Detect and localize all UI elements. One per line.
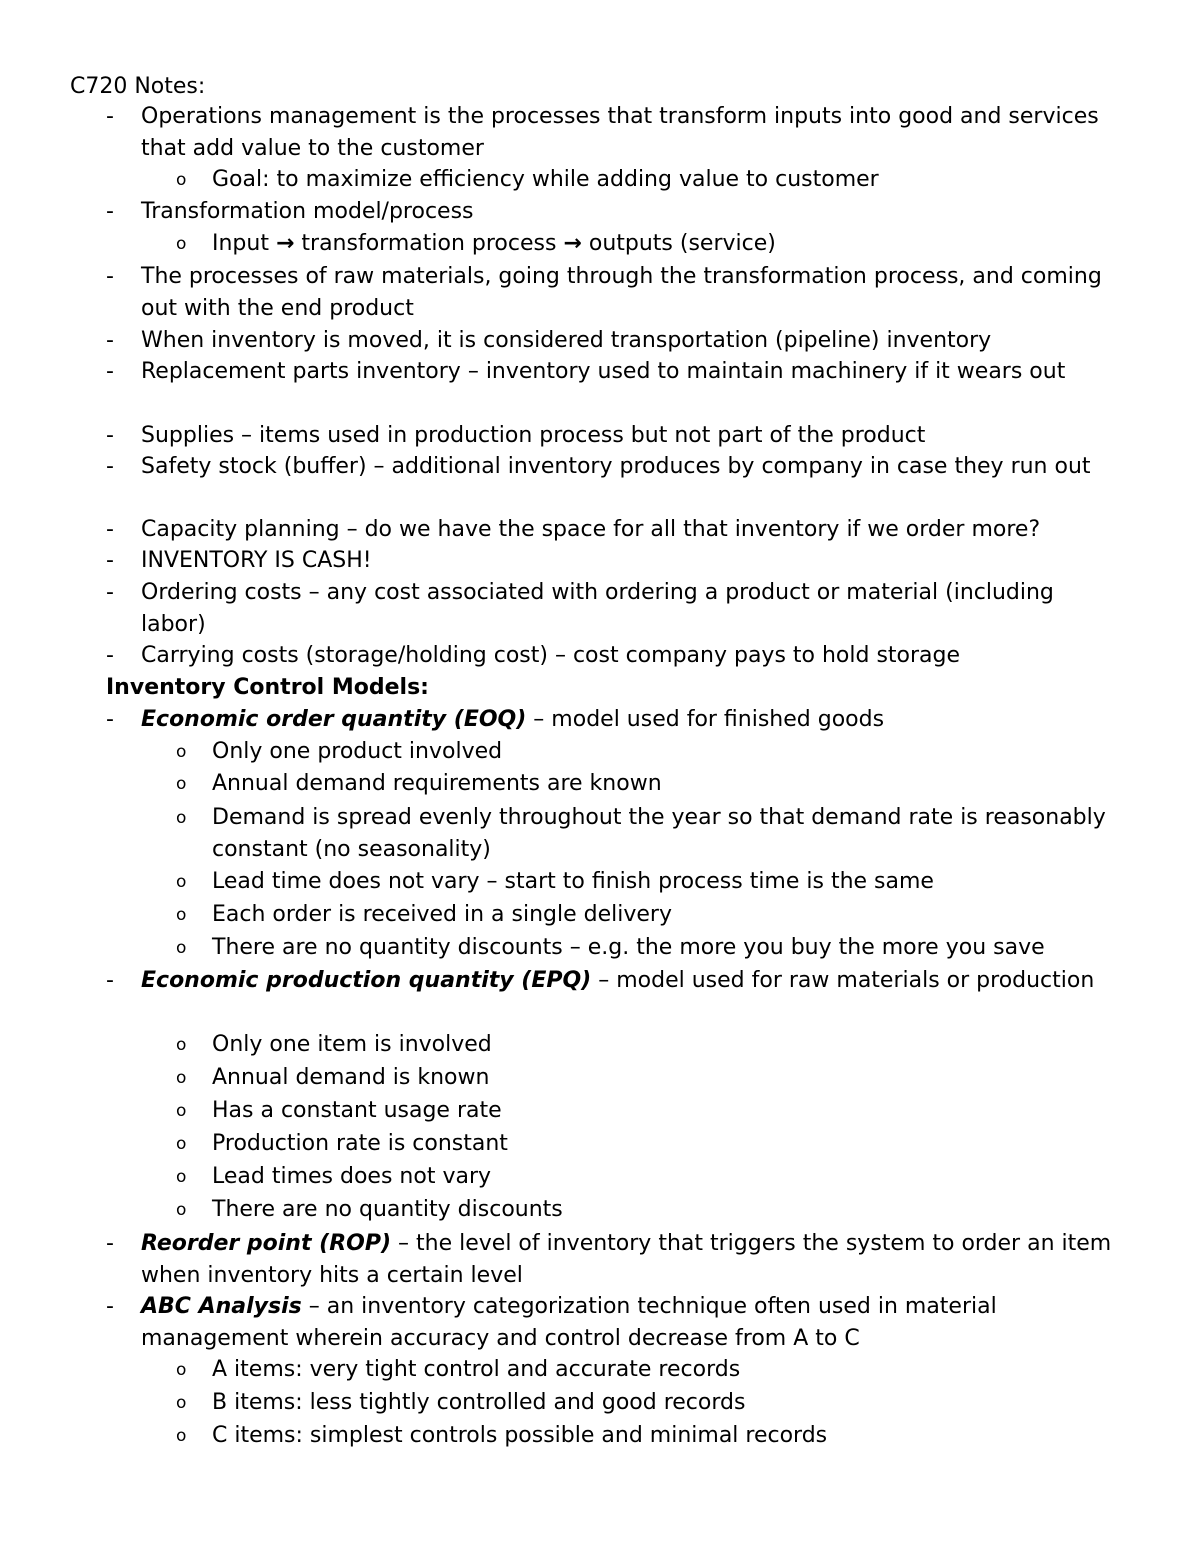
point-text: Only one item is involved	[212, 1032, 492, 1057]
epq-point	[176, 1062, 1132, 1094]
model-term: Reorder point (ROP)	[141, 1231, 392, 1256]
note-carrying-costs	[106, 640, 1121, 672]
epq-point	[176, 1128, 1132, 1160]
point-text: B items: less tightly controlled and good records	[212, 1390, 746, 1415]
document-title: C720 Notes:	[70, 74, 206, 99]
models-heading: Inventory Control Models:	[106, 675, 429, 700]
bullet-dash: -	[106, 707, 114, 732]
epq-point	[176, 1029, 1132, 1061]
note-text: Operations management is the processes that transform inputs into good and services that add value to the customer	[141, 104, 1099, 161]
model-description: – the level of inventory that triggers the system to order an item when inventory hits a certain level	[141, 1231, 1112, 1288]
abc-point	[176, 1420, 1132, 1452]
note-text: Supplies – items used in production process but not part of the product	[141, 423, 926, 448]
note-safety-stock	[106, 451, 1121, 483]
point-text: Annual demand requirements are known	[212, 771, 662, 796]
bullet-circle: o	[176, 234, 187, 254]
note-inventory-is-cash	[106, 545, 1121, 577]
bullet-circle: o	[176, 1167, 187, 1187]
point-text: Each order is received in a single delivery	[212, 902, 672, 927]
eoq-point	[176, 736, 1132, 768]
eoq-point	[176, 802, 1132, 866]
point-text: C items: simplest controls possible and minimal records	[212, 1423, 828, 1448]
bullet-dash: -	[106, 454, 114, 479]
point-text: Lead time does not vary – start to finish process time is the same	[212, 869, 934, 894]
bullet-circle: o	[176, 905, 187, 925]
note-text: Safety stock (buffer) – additional inventory produces by company in case they run out	[141, 454, 1091, 479]
point-text: Demand is spread evenly throughout the year so that demand rate is reasonably constant (no seasonality)	[212, 805, 1106, 862]
epq-point	[176, 1194, 1132, 1226]
epq-point	[176, 1095, 1132, 1127]
flow-process: transformation process	[301, 231, 557, 256]
eoq-point	[176, 932, 1132, 964]
model-description: – an inventory categorization technique often used in material management wherein accuracy and control decrease from A to C	[141, 1294, 997, 1351]
bullet-dash: -	[106, 359, 114, 384]
epq-point	[176, 1161, 1132, 1193]
point-text: A items: very tight control and accurate records	[212, 1357, 741, 1382]
point-text: There are no quantity discounts	[212, 1197, 563, 1222]
bullet-dash: -	[106, 643, 114, 668]
abc-point	[176, 1354, 1132, 1386]
note-text: The processes of raw materials, going through the transformation process, and coming out with the end product	[141, 264, 1102, 321]
bullet-circle: o	[176, 1035, 187, 1055]
point-text: Production rate is constant	[212, 1131, 508, 1156]
right-arrow-icon: →	[275, 231, 295, 256]
note-text: Capacity planning – do we have the space for all that inventory if we order more?	[141, 517, 1041, 542]
note-transformation-model	[106, 196, 1121, 228]
note-text: When inventory is moved, it is considered transportation (pipeline) inventory	[141, 328, 992, 353]
bullet-dash: -	[106, 1231, 114, 1256]
bullet-circle: o	[176, 1426, 187, 1446]
note-transportation-inventory	[106, 325, 1121, 357]
point-text: There are no quantity discounts – e.g. the more you buy the more you save	[212, 935, 1045, 960]
note-ordering-costs	[106, 577, 1121, 641]
note-capacity-planning	[106, 514, 1121, 546]
note-text: INVENTORY IS CASH!	[141, 548, 372, 573]
bullet-circle: o	[176, 1360, 187, 1380]
bullet-circle: o	[176, 1101, 187, 1121]
bullet-circle: o	[176, 938, 187, 958]
flow-outputs: outputs (service)	[588, 231, 776, 256]
bullet-circle: o	[176, 808, 187, 828]
bullet-dash: -	[106, 548, 114, 573]
note-replacement-parts	[106, 356, 1121, 388]
eoq-point	[176, 899, 1132, 931]
note-goal	[176, 164, 1132, 196]
model-term: ABC Analysis	[141, 1294, 302, 1319]
model-term: Economic order quantity (EOQ)	[141, 707, 527, 732]
bullet-circle: o	[176, 872, 187, 892]
note-text: Ordering costs – any cost associated with ordering a product or material (including labor)	[141, 580, 1054, 637]
note-supplies	[106, 420, 1121, 452]
bullet-circle: o	[176, 1068, 187, 1088]
bullet-circle: o	[176, 1393, 187, 1413]
bullet-circle: o	[176, 1134, 187, 1154]
point-text: Annual demand is known	[212, 1065, 490, 1090]
bullet-circle: o	[176, 774, 187, 794]
bullet-circle: o	[176, 742, 187, 762]
point-text: Has a constant usage rate	[212, 1098, 502, 1123]
right-arrow-icon: →	[563, 231, 582, 256]
bullet-circle: o	[176, 1200, 187, 1220]
eoq-point	[176, 866, 1132, 898]
note-text: Carrying costs (storage/holding cost) – cost company pays to hold storage	[141, 643, 961, 668]
bullet-dash: -	[106, 968, 114, 993]
bullet-dash: -	[106, 580, 114, 605]
model-eoq	[106, 704, 1121, 736]
bullet-circle: o	[176, 170, 187, 190]
note-text: Transformation model/process	[141, 199, 474, 224]
bullet-dash: -	[106, 328, 114, 353]
bullet-dash: -	[106, 423, 114, 448]
bullet-dash: -	[106, 104, 114, 129]
note-text: Replacement parts inventory – inventory used to maintain machinery if it wears out	[141, 359, 1066, 384]
bullet-dash: -	[106, 1294, 114, 1319]
bullet-dash: -	[106, 517, 114, 542]
model-abc-analysis	[106, 1291, 1121, 1355]
model-rop	[106, 1228, 1121, 1292]
bullet-dash: -	[106, 199, 114, 224]
abc-point	[176, 1387, 1132, 1419]
point-text: Lead times does not vary	[212, 1164, 492, 1189]
model-description: – model used for finished goods	[526, 707, 885, 732]
note-text: Goal: to maximize efficiency while adding value to customer	[212, 167, 879, 192]
bullet-dash: -	[106, 264, 114, 289]
point-text: Only one product involved	[212, 739, 503, 764]
model-term: Economic production quantity (EPQ)	[141, 968, 592, 993]
model-description: – model used for raw materials or production	[591, 968, 1095, 993]
eoq-point	[176, 768, 1132, 800]
flow-input: Input	[212, 231, 269, 256]
note-raw-materials	[106, 261, 1121, 325]
model-epq	[106, 965, 1121, 997]
note-operations-management	[106, 101, 1121, 165]
note-input-output-flow	[176, 228, 1132, 260]
